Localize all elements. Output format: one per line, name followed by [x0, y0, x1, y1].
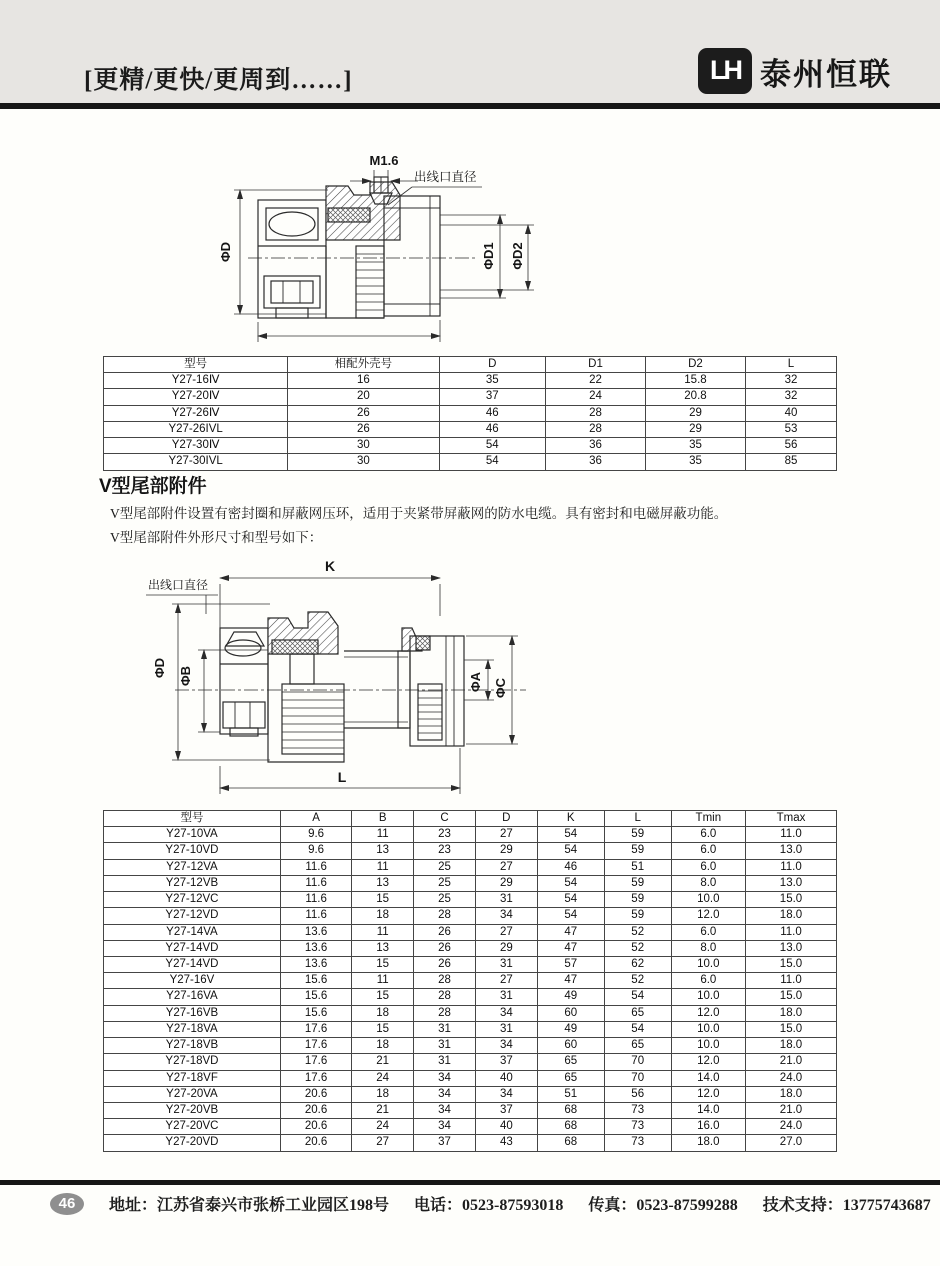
table-cell: 31 — [414, 1054, 476, 1070]
table-cell: 18.0 — [745, 1086, 836, 1102]
table-cell: 54 — [439, 454, 546, 470]
table-cell: Y27-18VF — [104, 1070, 281, 1086]
brand — [698, 48, 892, 94]
table-row — [104, 1005, 837, 1021]
table-cell: 32 — [745, 389, 836, 405]
table-cell: Y27-26IVL — [104, 421, 288, 437]
table-cell: 34 — [475, 1038, 537, 1054]
table-cell: 10.0 — [671, 956, 745, 972]
table-cell: 11.6 — [280, 892, 351, 908]
table-cell: 13 — [352, 875, 414, 891]
table-cell: 18.0 — [671, 1135, 745, 1151]
table-cell: 47 — [537, 940, 604, 956]
table-cell: 70 — [604, 1070, 671, 1086]
table-row — [104, 1102, 837, 1118]
table-row — [104, 1086, 837, 1102]
table-cell: Y27-16V — [104, 973, 281, 989]
table-cell: 37 — [414, 1135, 476, 1151]
column-header: D1 — [546, 357, 646, 373]
table-cell: 40 — [475, 1070, 537, 1086]
table-cell: 26 — [414, 940, 476, 956]
table-row — [104, 1038, 837, 1054]
table-cell: 28 — [546, 405, 646, 421]
table-cell: 9.6 — [280, 827, 351, 843]
table-cell: 20 — [288, 389, 439, 405]
table-cell: 28 — [414, 908, 476, 924]
table-cell: 24.0 — [745, 1119, 836, 1135]
table-cell: 13.0 — [745, 843, 836, 859]
table-cell: 40 — [475, 1119, 537, 1135]
table-cell: 15 — [352, 892, 414, 908]
table-cell: 11.0 — [745, 859, 836, 875]
table-cell: 6.0 — [671, 859, 745, 875]
table-cell: 65 — [604, 1038, 671, 1054]
table-cell: 20.6 — [280, 1102, 351, 1118]
header-divider — [0, 103, 940, 109]
table-cell: 65 — [537, 1070, 604, 1086]
column-header: L — [604, 811, 671, 827]
table-cell: Y27-16VA — [104, 989, 281, 1005]
table-cell: 70 — [604, 1054, 671, 1070]
table-cell: 29 — [646, 405, 746, 421]
table-cell: 34 — [414, 1102, 476, 1118]
table-cell: 23 — [414, 827, 476, 843]
table-cell: 12.0 — [671, 1086, 745, 1102]
table-cell: 27 — [475, 924, 537, 940]
table-cell: 10.0 — [671, 1038, 745, 1054]
table-cell: 12.0 — [671, 1005, 745, 1021]
column-header: Tmin — [671, 811, 745, 827]
table-cell: 15.8 — [646, 373, 746, 389]
page-number-badge: 46 — [50, 1193, 84, 1215]
table-cell: 31 — [414, 1021, 476, 1037]
table-cell: 20.8 — [646, 389, 746, 405]
table-cell: 54 — [537, 875, 604, 891]
table-cell: 46 — [439, 421, 546, 437]
table-cell: 15.6 — [280, 1005, 351, 1021]
table-header-row — [104, 357, 837, 373]
table-cell: 37 — [439, 389, 546, 405]
brand-logo-text: LH — [710, 54, 740, 85]
table-row — [104, 1021, 837, 1037]
table-cell: 8.0 — [671, 875, 745, 891]
table-cell: 16.0 — [671, 1119, 745, 1135]
table-cell: 13.0 — [745, 940, 836, 956]
table-cell: 15.0 — [745, 989, 836, 1005]
column-header: A — [280, 811, 351, 827]
dim-label-phi-a: ΦA — [468, 671, 483, 693]
table-cell: 27 — [475, 973, 537, 989]
table-cell: 34 — [414, 1119, 476, 1135]
table-cell: 18 — [352, 908, 414, 924]
table-cell: 21.0 — [745, 1054, 836, 1070]
table-row — [104, 421, 837, 437]
table-cell: 15.6 — [280, 973, 351, 989]
column-header: C — [414, 811, 476, 827]
table-cell: 14.0 — [671, 1102, 745, 1118]
table-cell: 24 — [546, 389, 646, 405]
table-row — [104, 908, 837, 924]
table-cell: 73 — [604, 1102, 671, 1118]
table-cell: 11.0 — [745, 924, 836, 940]
table-cell: 53 — [745, 421, 836, 437]
column-header: D2 — [646, 357, 746, 373]
table-cell: 13.6 — [280, 924, 351, 940]
table-row — [104, 924, 837, 940]
table-cell: 12.0 — [671, 1054, 745, 1070]
table-cell: 26 — [288, 405, 439, 421]
column-header: 型号 — [104, 357, 288, 373]
table-cell: 65 — [604, 1005, 671, 1021]
table-row — [104, 973, 837, 989]
table-cell: 25 — [414, 875, 476, 891]
table-cell: 6.0 — [671, 843, 745, 859]
table-cell: 51 — [604, 859, 671, 875]
dim-label-phi-d: ΦD — [152, 657, 167, 679]
table-cell: 27.0 — [745, 1135, 836, 1151]
table-cell: 65 — [537, 1054, 604, 1070]
table-cell: 25 — [414, 892, 476, 908]
table-row — [104, 892, 837, 908]
table-cell: 6.0 — [671, 827, 745, 843]
table-cell: 28 — [414, 1005, 476, 1021]
table-cell: 6.0 — [671, 973, 745, 989]
table-cell: Y27-18VA — [104, 1021, 281, 1037]
v-type-connector-drawing — [120, 556, 572, 806]
table-cell: Y27-20VB — [104, 1102, 281, 1118]
table-cell: 31 — [475, 1021, 537, 1037]
table-cell: 54 — [537, 827, 604, 843]
table-cell: 18.0 — [745, 1005, 836, 1021]
table-cell: 34 — [475, 1086, 537, 1102]
table-cell: 12.0 — [671, 908, 745, 924]
table-cell: 43 — [475, 1135, 537, 1151]
table-cell: 35 — [646, 438, 746, 454]
column-header: B — [352, 811, 414, 827]
table-cell: 73 — [604, 1119, 671, 1135]
table-row — [104, 1054, 837, 1070]
table-cell: 59 — [604, 908, 671, 924]
table-cell: 26 — [288, 421, 439, 437]
table-cell: 15.0 — [745, 892, 836, 908]
table-cell: 17.6 — [280, 1070, 351, 1086]
table-cell: 11 — [352, 924, 414, 940]
table-cell: 54 — [604, 1021, 671, 1037]
table-cell: 13.6 — [280, 956, 351, 972]
table-cell: 47 — [537, 973, 604, 989]
table-cell: 13 — [352, 940, 414, 956]
iv-connector-body — [248, 177, 478, 318]
table-cell: 60 — [537, 1038, 604, 1054]
section-description-line1: V型尾部附件设置有密封圈和屏蔽网压环，适用于夹紧带屏蔽网的防水电缆。具有密封和电磁屏蔽功能。 — [110, 506, 728, 521]
table-cell: 11 — [352, 827, 414, 843]
table-cell: 20.6 — [280, 1119, 351, 1135]
v-type-dimensions-table — [103, 810, 837, 1152]
table-cell: 54 — [537, 843, 604, 859]
table-cell: 49 — [537, 1021, 604, 1037]
table-cell: 34 — [475, 1005, 537, 1021]
table-row — [104, 859, 837, 875]
table-row — [104, 405, 837, 421]
table-cell: 11 — [352, 973, 414, 989]
table-row — [104, 956, 837, 972]
table-cell: 28 — [414, 989, 476, 1005]
table-cell: 14.0 — [671, 1070, 745, 1086]
table-cell: 18.0 — [745, 908, 836, 924]
table-cell: 15.6 — [280, 989, 351, 1005]
table-cell: Y27-18VD — [104, 1054, 281, 1070]
outlet-diameter-label: 出线口直径 — [148, 578, 209, 592]
table-cell: 56 — [745, 438, 836, 454]
table-cell: 32 — [745, 373, 836, 389]
section-description-line2: V型尾部附件外形尺寸和型号如下： — [110, 530, 323, 545]
table-cell: 13 — [352, 843, 414, 859]
table-cell: 29 — [646, 421, 746, 437]
table-cell: 29 — [475, 843, 537, 859]
table-cell: 47 — [537, 924, 604, 940]
table-cell: 31 — [475, 989, 537, 1005]
table-cell: Y27-10VD — [104, 843, 281, 859]
table-cell: 11.6 — [280, 875, 351, 891]
table-cell: 59 — [604, 843, 671, 859]
table-cell: 21 — [352, 1054, 414, 1070]
table-cell: 6.0 — [671, 924, 745, 940]
table-cell: Y27-14VD — [104, 956, 281, 972]
table-cell: Y27-16VB — [104, 1005, 281, 1021]
table-cell: Y27-16Ⅳ — [104, 373, 288, 389]
table-cell: 56 — [604, 1086, 671, 1102]
table-cell: 34 — [414, 1086, 476, 1102]
table-cell: 85 — [745, 454, 836, 470]
dim-label-l: L — [337, 769, 347, 785]
table-cell: Y27-20VA — [104, 1086, 281, 1102]
table-cell: 10.0 — [671, 989, 745, 1005]
table-cell: 29 — [475, 940, 537, 956]
table-row — [104, 373, 837, 389]
table-cell: 13.0 — [745, 875, 836, 891]
dim-label-phi-c: ΦC — [493, 677, 508, 699]
table-cell: 57 — [537, 956, 604, 972]
table-cell: 15 — [352, 989, 414, 1005]
table-cell: 28 — [414, 973, 476, 989]
table-cell: 34 — [475, 908, 537, 924]
table-cell: 18.0 — [745, 1038, 836, 1054]
footer-address: 地址：江苏省泰兴市张桥工业园区198号 — [109, 1197, 390, 1214]
table-cell: 15 — [352, 1021, 414, 1037]
table-cell: 30 — [288, 454, 439, 470]
brand-logo-icon — [698, 48, 752, 94]
table-cell: 35 — [646, 454, 746, 470]
table-cell: 27 — [475, 859, 537, 875]
table-cell: 22 — [546, 373, 646, 389]
table-cell: 15 — [352, 956, 414, 972]
footer-phone: 电话：0523-87593018 — [414, 1197, 564, 1214]
table-cell: 36 — [546, 454, 646, 470]
table-row — [104, 827, 837, 843]
table-cell: 54 — [537, 892, 604, 908]
table-cell: 31 — [475, 956, 537, 972]
table-cell: 31 — [414, 1038, 476, 1054]
table-row — [104, 1135, 837, 1151]
table-cell: 27 — [475, 827, 537, 843]
table-cell: 24 — [352, 1070, 414, 1086]
table-row — [104, 989, 837, 1005]
table-cell: 52 — [604, 973, 671, 989]
table-cell: 11.0 — [745, 827, 836, 843]
table-cell: Y27-14VD — [104, 940, 281, 956]
table-cell: 21 — [352, 1102, 414, 1118]
table-cell: 54 — [537, 908, 604, 924]
table-cell: 40 — [745, 405, 836, 421]
table-cell: Y27-30IVL — [104, 454, 288, 470]
table-cell: Y27-18VB — [104, 1038, 281, 1054]
table-cell: 9.6 — [280, 843, 351, 859]
table-row — [104, 1119, 837, 1135]
table-cell: 18 — [352, 1005, 414, 1021]
table-cell: 26 — [414, 924, 476, 940]
dim-label-k: K — [324, 558, 336, 574]
column-header: D — [475, 811, 537, 827]
header-slogan: [更精/更快/更周到……] — [84, 67, 353, 94]
table-cell: 23 — [414, 843, 476, 859]
iv-type-dimensions-table — [103, 356, 837, 471]
table-cell: 16 — [288, 373, 439, 389]
table-cell: 17.6 — [280, 1021, 351, 1037]
table-cell: 27 — [352, 1135, 414, 1151]
table-cell: Y27-26Ⅳ — [104, 405, 288, 421]
table-cell: 25 — [414, 859, 476, 875]
table-cell: 54 — [439, 438, 546, 454]
column-header: 型号 — [104, 811, 281, 827]
page-header — [0, 0, 940, 103]
column-header: D — [439, 357, 546, 373]
table-cell: 24 — [352, 1119, 414, 1135]
table-cell: 20.6 — [280, 1086, 351, 1102]
table-cell: 28 — [546, 421, 646, 437]
table-cell: 54 — [604, 989, 671, 1005]
table-cell: 46 — [537, 859, 604, 875]
table-row — [104, 438, 837, 454]
column-header: Tmax — [745, 811, 836, 827]
table-cell: 73 — [604, 1135, 671, 1151]
table-cell: 37 — [475, 1054, 537, 1070]
table-row — [104, 454, 837, 470]
table-cell: 59 — [604, 892, 671, 908]
table-row — [104, 875, 837, 891]
table-row — [104, 843, 837, 859]
table-row — [104, 389, 837, 405]
footer-divider — [0, 1180, 940, 1185]
brand-name: 泰州恒联 — [760, 56, 892, 92]
table-cell: 37 — [475, 1102, 537, 1118]
table-cell: 59 — [604, 827, 671, 843]
page-footer — [50, 1192, 931, 1215]
table-cell: Y27-14VA — [104, 924, 281, 940]
table-cell: 29 — [475, 875, 537, 891]
dim-label-phi-b: ΦB — [178, 665, 193, 687]
table-cell: 15.0 — [745, 956, 836, 972]
table-cell: 11.0 — [745, 973, 836, 989]
dim-label-m1-6: M1.6 — [369, 153, 399, 168]
table-cell: 8.0 — [671, 940, 745, 956]
table-header-row — [104, 811, 837, 827]
table-cell: 68 — [537, 1102, 604, 1118]
table-cell: 35 — [439, 373, 546, 389]
table-cell: 13.6 — [280, 940, 351, 956]
table-cell: Y27-12VD — [104, 908, 281, 924]
footer-fax: 传真：0523-87599288 — [588, 1197, 738, 1214]
table-cell: 10.0 — [671, 1021, 745, 1037]
table-cell: 15.0 — [745, 1021, 836, 1037]
table-cell: 17.6 — [280, 1054, 351, 1070]
table-row — [104, 940, 837, 956]
table-cell: Y27-10VA — [104, 827, 281, 843]
table-cell: 21.0 — [745, 1102, 836, 1118]
table-cell: 49 — [537, 989, 604, 1005]
table-cell: Y27-12VA — [104, 859, 281, 875]
table-cell: 18 — [352, 1086, 414, 1102]
table-cell: 26 — [414, 956, 476, 972]
column-header: L — [745, 357, 836, 373]
table-cell: 36 — [546, 438, 646, 454]
table-row — [104, 1070, 837, 1086]
table-cell: 11.6 — [280, 908, 351, 924]
column-header: 相配外壳号 — [288, 357, 439, 373]
table-cell: Y27-12VC — [104, 892, 281, 908]
table-cell: 10.0 — [671, 892, 745, 908]
table-cell: 59 — [604, 875, 671, 891]
table-cell: Y27-20VD — [104, 1135, 281, 1151]
table-cell: 11 — [352, 859, 414, 875]
table-cell: 11.6 — [280, 859, 351, 875]
table-cell: 24.0 — [745, 1070, 836, 1086]
table-cell: Y27-20VC — [104, 1119, 281, 1135]
table-cell: 46 — [439, 405, 546, 421]
dim-label-phi-d: ΦD — [218, 241, 233, 263]
table-cell: 68 — [537, 1119, 604, 1135]
table-cell: 52 — [604, 924, 671, 940]
column-header: K — [537, 811, 604, 827]
iv-type-connector-drawing — [178, 150, 538, 352]
table-cell: 30 — [288, 438, 439, 454]
table-cell: 18 — [352, 1038, 414, 1054]
table-cell: 20.6 — [280, 1135, 351, 1151]
section-title: V型尾部附件 — [99, 476, 207, 497]
dim-label-phi-d2: ΦD2 — [510, 242, 525, 270]
table-cell: 31 — [475, 892, 537, 908]
table-cell: 51 — [537, 1086, 604, 1102]
table-cell: 62 — [604, 956, 671, 972]
footer-support: 技术支持：13775743687 — [762, 1197, 931, 1214]
table-cell: 68 — [537, 1135, 604, 1151]
table-cell: Y27-30Ⅳ — [104, 438, 288, 454]
outlet-diameter-label: 出线口直径 — [414, 170, 477, 184]
table-cell: 60 — [537, 1005, 604, 1021]
table-cell: Y27-12VB — [104, 875, 281, 891]
table-cell: 17.6 — [280, 1038, 351, 1054]
table-cell: Y27-20Ⅳ — [104, 389, 288, 405]
table-cell: 34 — [414, 1070, 476, 1086]
table-cell: 52 — [604, 940, 671, 956]
dim-label-phi-d1: ΦD1 — [481, 242, 496, 270]
